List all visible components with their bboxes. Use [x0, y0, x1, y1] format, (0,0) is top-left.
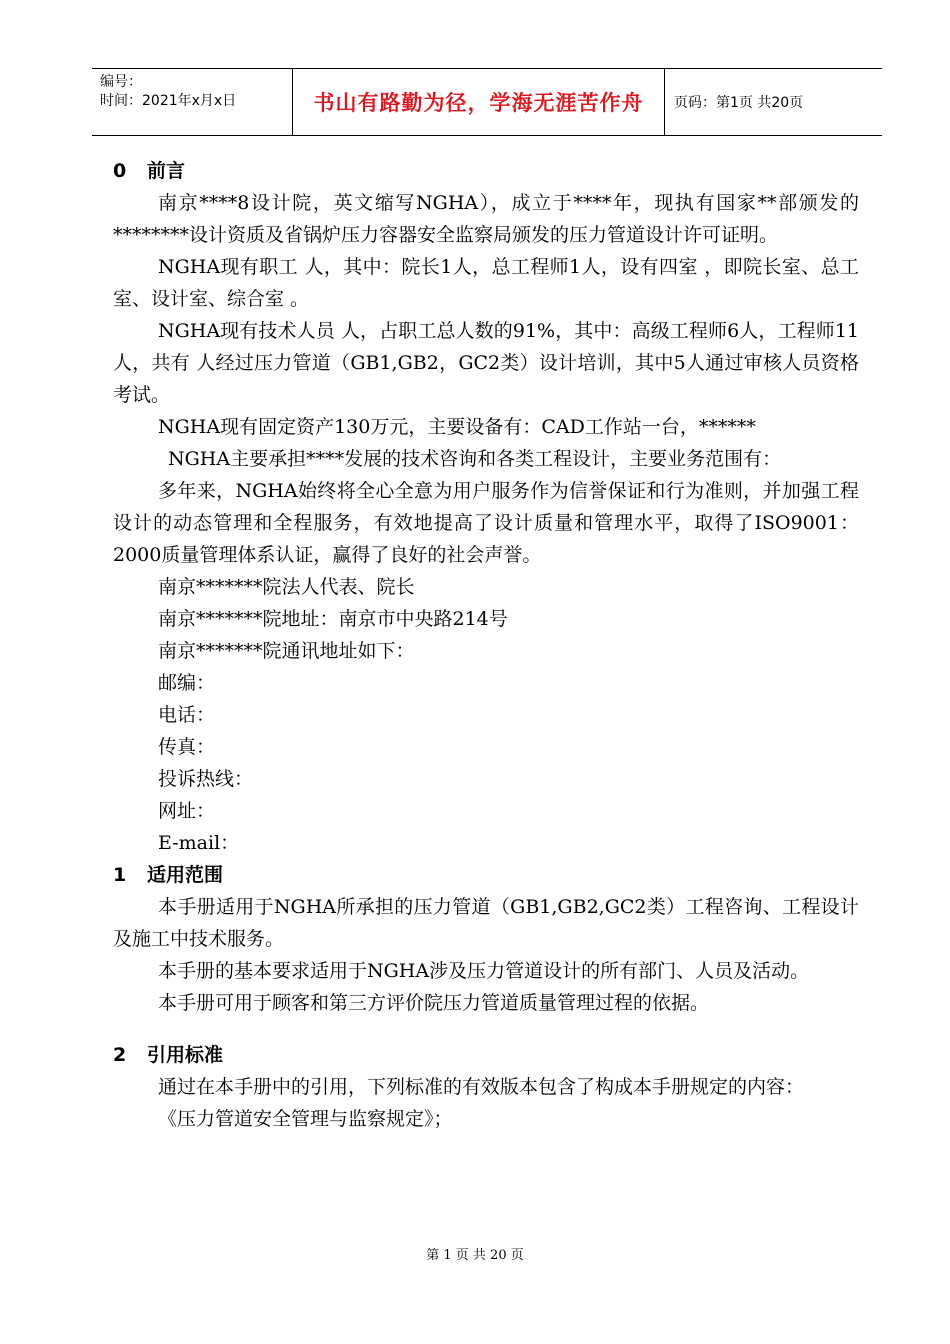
section-title: 适用范围 [147, 864, 224, 886]
contact-postcode: 邮编： [158, 672, 216, 694]
paragraph: 本手册适用于NGHA所承担的压力管道（GB1,GB2,GC2类）工程咨询、工程设计及施工中技术服务。 [113, 896, 859, 950]
section-number: 2 [113, 1044, 127, 1066]
document-body [113, 155, 859, 1135]
page-footer: 第 1 页 共 20 页 [426, 1248, 524, 1263]
paragraph: 通过在本手册中的引用，下列标准的有效版本包含了构成本手册规定的内容： [158, 1076, 805, 1098]
contact-email: E-mail： [158, 832, 240, 854]
contact-complaint-hotline: 投诉热线： [158, 768, 254, 790]
paragraph: 多年来，NGHA始终将全心全意为用户服务作为信誉保证和行为准则，并加强工程设计的动态管理和全程服务，有效地提高了设计质量和管理水平，取得了ISO9001：2000质量管理体系认证，赢得了良好的社会声誉。 [113, 480, 859, 566]
section-title: 前言 [147, 160, 186, 182]
header-info-cell [92, 69, 293, 135]
paragraph: 本手册的基本要求适用于NGHA涉及压力管道设计的所有部门、人员及活动。 [158, 960, 810, 982]
contact-fax: 传真： [158, 736, 216, 758]
paragraph: NGHA主要承担****发展的技术咨询和各类工程设计，主要业务范围有： [168, 448, 782, 470]
paragraph: 南京*******院法人代表、院长 [158, 576, 415, 598]
paragraph: 南京****8设计院，英文缩写NGHA），成立于****年，现执有国家**部颁发的********设计资质及省锅炉压力容器安全监察局颁发的压力管道设计许可证明。 [113, 192, 859, 246]
serial-label: 编号： [100, 74, 142, 90]
section-heading-1 [113, 859, 859, 891]
section-spacer [113, 1019, 859, 1039]
section-title: 引用标准 [147, 1044, 224, 1066]
document-header [92, 68, 882, 136]
time-label: 时间：2021年x月x日 [100, 93, 237, 109]
paragraph: NGHA现有职工 人，其中：院长1人，总工程师1人，设有四室 ，即院长室、总工室、设计室、综合室 。 [113, 256, 859, 310]
section-number: 1 [113, 864, 127, 886]
contact-website: 网址： [158, 800, 216, 822]
section-number: 0 [113, 160, 127, 182]
paragraph: 南京*******院地址：南京市中央路214号 [158, 608, 508, 630]
section-heading-0 [113, 155, 859, 187]
paragraph: NGHA现有技术人员 人，占职工总人数的91%，其中：高级工程师6人，工程师11人，共有 人经过压力管道（GB1,GB2，GC2类）设计培训，其中5人通过审核人员资格考试。 [113, 320, 859, 406]
section-heading-2 [113, 1039, 859, 1071]
paragraph: NGHA现有固定资产130万元，主要设备有：CAD工作站一台，****** [158, 416, 756, 438]
header-page-label: 页码：第1页 共20页 [674, 95, 804, 111]
paragraph: 本手册可用于顾客和第三方评价院压力管道质量管理过程的依据。 [158, 992, 710, 1014]
paragraph: 《压力管道安全管理与监察规定》； [158, 1108, 453, 1130]
paragraph: 南京*******院通讯地址如下： [158, 640, 415, 662]
contact-phone: 电话： [158, 704, 216, 726]
header-motto: 书山有路勤为径，学海无涯苦作舟 [293, 69, 665, 135]
